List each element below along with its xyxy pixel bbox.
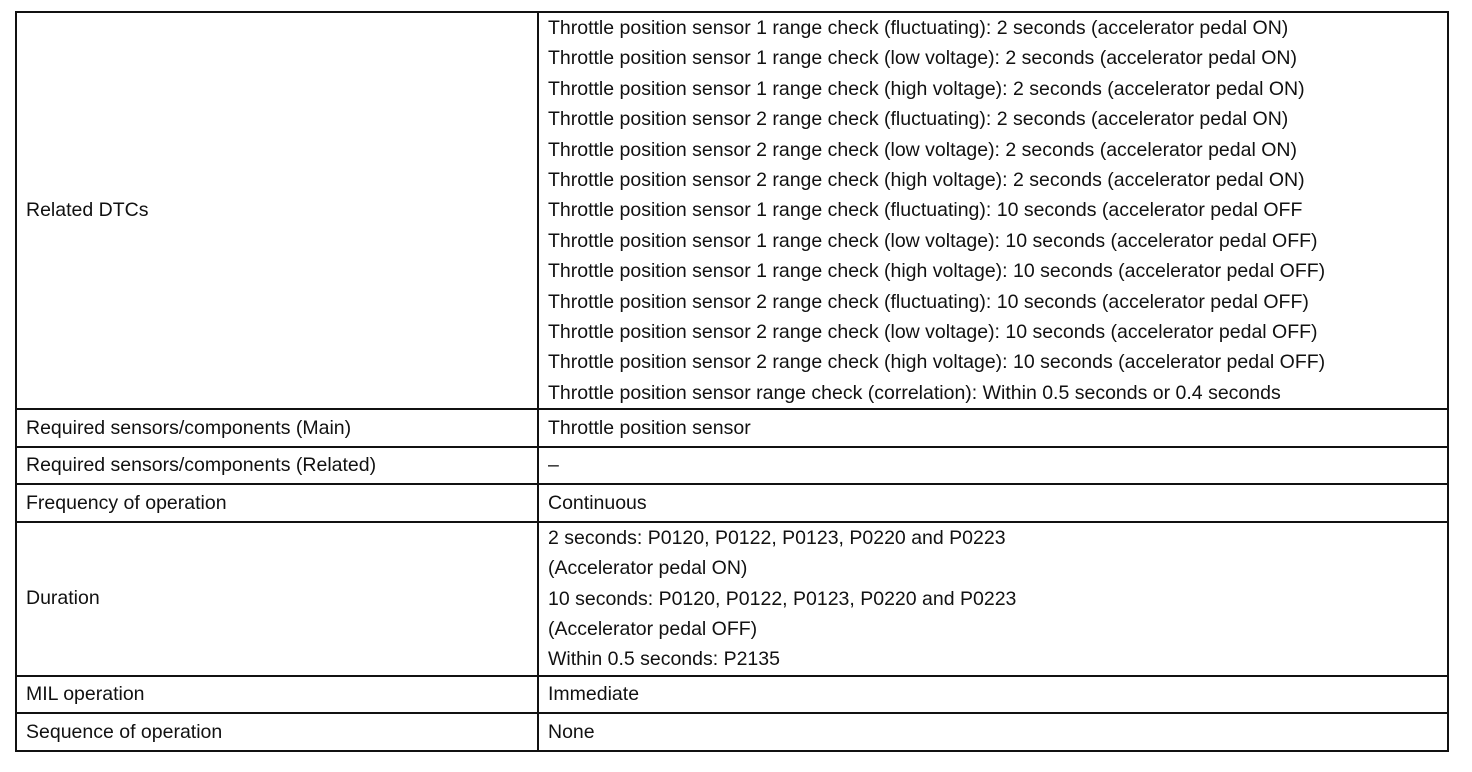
row-value-cell: [538, 12, 1448, 409]
row-value-cell: [538, 409, 1448, 447]
monitor-spec-table: [15, 11, 1449, 752]
mil-operation-label: MIL operation: [26, 683, 145, 706]
related-dtc-line: Throttle position sensor 2 range check (high voltage): 10 seconds (accelerator pedal OFF): [548, 351, 1326, 374]
related-dtc-line: Throttle position sensor 1 range check (fluctuating): 2 seconds (accelerator pedal ON): [548, 17, 1289, 39]
related-dtc-line: Throttle position sensor 1 range check (low voltage): 10 seconds (accelerator pedal OFF): [548, 229, 1318, 252]
sequence-of-operation-value: None: [548, 720, 595, 743]
required-sensors-main-value: Throttle position sensor: [548, 416, 751, 439]
row-label-cell: [16, 12, 538, 409]
table-row: [16, 484, 1448, 522]
required-sensors-related-value: –: [548, 454, 559, 477]
table-row: [16, 409, 1448, 447]
table-row: [16, 522, 1448, 676]
related-dtc-line: Throttle position sensor 1 range check (high voltage): 10 seconds (accelerator pedal OFF): [548, 260, 1326, 283]
row-value-cell: [538, 447, 1448, 485]
related-dtc-line: Throttle position sensor 1 range check (high voltage): 2 seconds (accelerator pedal ON): [548, 77, 1305, 100]
related-dtcs-label: Related DTCs: [26, 199, 149, 222]
related-dtc-line: Throttle position sensor range check (correlation): Within 0.5 seconds or 0.4 seconds: [548, 381, 1281, 404]
duration-label: Duration: [26, 587, 100, 610]
required-sensors-main-label: Required sensors/components (Main): [26, 416, 352, 439]
related-dtc-line: Throttle position sensor 1 range check (fluctuating): 10 seconds (accelerator pedal OFF: [548, 199, 1303, 222]
row-label-cell: [16, 522, 538, 676]
table-row: [16, 713, 1448, 751]
row-label-cell: [16, 676, 538, 714]
related-dtc-line: Throttle position sensor 1 range check (low voltage): 2 seconds (accelerator pedal ON): [548, 47, 1297, 70]
sequence-of-operation-label: Sequence of operation: [26, 720, 223, 743]
required-sensors-related-label: Required sensors/components (Related): [26, 454, 377, 477]
row-value-cell: [538, 676, 1448, 714]
table-row: [16, 12, 1448, 409]
related-dtc-line: Throttle position sensor 2 range check (fluctuating): 2 seconds (accelerator pedal ON): [548, 108, 1289, 131]
row-label-cell: [16, 447, 538, 485]
table-row: [16, 676, 1448, 714]
row-value-cell: [538, 484, 1448, 522]
row-value-cell: [538, 522, 1448, 676]
duration-line: (Accelerator pedal ON): [548, 557, 748, 580]
row-value-cell: [538, 713, 1448, 751]
related-dtc-line: Throttle position sensor 2 range check (low voltage): 10 seconds (accelerator pedal OFF): [548, 321, 1318, 344]
duration-line: (Accelerator pedal OFF): [548, 618, 758, 640]
mil-operation-value: Immediate: [548, 683, 640, 706]
duration-line: Within 0.5 seconds: P2135: [548, 648, 780, 671]
table-row: [16, 447, 1448, 485]
duration-line: 2 seconds: P0120, P0122, P0123, P0220 and P0223: [548, 526, 1006, 549]
row-label-cell: [16, 484, 538, 522]
frequency-of-operation-value: Continuous: [548, 491, 647, 514]
row-label-cell: [16, 713, 538, 751]
frequency-of-operation-label: Frequency of operation: [26, 491, 227, 514]
related-dtc-line: Throttle position sensor 2 range check (fluctuating): 10 seconds (accelerator pedal OFF): [548, 290, 1309, 313]
duration-line: 10 seconds: P0120, P0122, P0123, P0220 and P0223: [548, 587, 1017, 610]
row-label-cell: [16, 409, 538, 447]
related-dtc-line: Throttle position sensor 2 range check (high voltage): 2 seconds (accelerator pedal ON): [548, 169, 1305, 192]
related-dtc-line: Throttle position sensor 2 range check (low voltage): 2 seconds (accelerator pedal ON): [548, 138, 1297, 161]
